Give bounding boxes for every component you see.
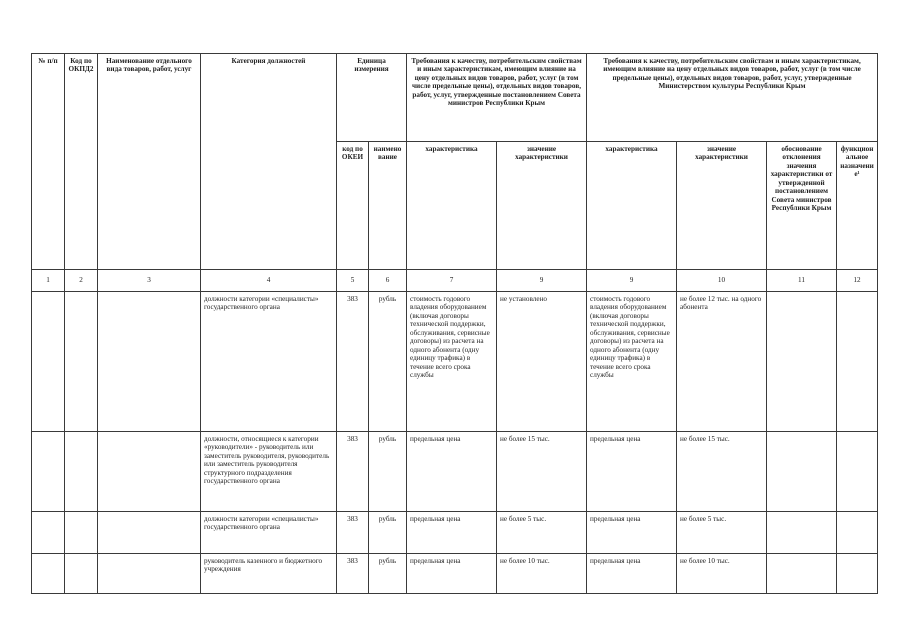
header-council-characteristic: характеристика [407,142,497,270]
header-council-requirements: Требования к качеству, потребительским свойствам и иным характеристикам, имеющим влияние на цену отдельных видов товаров, работ, услуг (в том числе предельные цены), отдельных видов товаров, работ, услуг, утвержденные постановлением Совета министров Республики Крым [407,54,587,142]
header-number: № п/п [32,54,65,270]
justification-cell [767,292,837,432]
column-number: 11 [767,270,837,292]
unit-cell: рубль [369,292,407,432]
functional-cell [837,512,878,554]
number-cell [32,512,65,554]
unit-cell: рубль [369,554,407,594]
council-value-cell: не более 10 тыс. [497,554,587,594]
ministry-value-cell: не более 15 тыс. [677,432,767,512]
column-number: 2 [65,270,98,292]
column-number: 3 [98,270,201,292]
functional-cell [837,432,878,512]
justification-cell [767,554,837,594]
header-ministry-requirements: Требования к качеству, потребительским свойствам и иным характеристикам, имеющим влияние на цену отдельных видов товаров, работ, услуг (в том числе предельные цены), отдельных видов товаров, работ, услуг, утвержденные Министерством культуры Республики Крым [587,54,878,142]
ministry-value-cell: не более 10 тыс. [677,554,767,594]
ministry-characteristic-cell: предельная цена [587,512,677,554]
council-characteristic-cell: стоимость годового владения оборудованием (включая договоры технической поддержки, обслуживания, сервисные договоры) из расчета на одного абонента (одну единицу трафика) в течение всего срока службы [407,292,497,432]
column-number: 10 [677,270,767,292]
ministry-value-cell: не более 12 тыс. на одного абонента [677,292,767,432]
council-value-cell: не установлено [497,292,587,432]
unit-cell: рубль [369,432,407,512]
header-ministry-value: значение характеристики [677,142,767,270]
category-cell: должности категории «специалисты» государственного органа [201,512,337,554]
column-number: 7 [407,270,497,292]
number-cell [32,432,65,512]
ministry-characteristic-cell: предельная цена [587,432,677,512]
council-value-cell: не более 5 тыс. [497,512,587,554]
column-number: 5 [337,270,369,292]
header-functional-purpose: функциональное назначение¹ [837,142,878,270]
category-cell: должности, относящиеся к категории «руководители» - руководитель или заместитель руководителя, руководитель или заместитель руководителя структурного подразделения государственного органа [201,432,337,512]
header-position-category: Категория должностей [201,54,337,270]
header-okei-code: код по ОКЕИ [337,142,369,270]
justification-cell [767,512,837,554]
functional-cell [837,292,878,432]
header-council-value: значение характеристики [497,142,587,270]
column-number: 9 [497,270,587,292]
ministry-characteristic-cell: стоимость годового владения оборудованием (включая договоры технической поддержки, обслуживания, сервисные договоры) из расчета на одного абонента (одну единицу трафика) в течение всего срока службы [587,292,677,432]
column-number: 1 [32,270,65,292]
header-okpd2-code: Код по ОКПД2 [65,54,98,270]
item-name-cell [98,512,201,554]
header-unit-name: наименование [369,142,407,270]
header-unit-group: Единица измерения [337,54,407,142]
okei-cell: 383 [337,432,369,512]
unit-cell: рубль [369,512,407,554]
column-number: 9 [587,270,677,292]
item-name-cell [98,432,201,512]
header-item-name: Наименование отдельного вида товаров, работ, услуг [98,54,201,270]
okei-cell: 383 [337,554,369,594]
number-cell [32,554,65,594]
council-characteristic-cell: предельная цена [407,432,497,512]
table-row [32,512,878,554]
council-characteristic-cell: предельная цена [407,512,497,554]
ministry-value-cell: не более 5 тыс. [677,512,767,554]
requirements-table [31,53,878,594]
column-number: 6 [369,270,407,292]
okei-cell: 383 [337,512,369,554]
category-cell: руководитель казенного и бюджетного учреждения [201,554,337,594]
header-ministry-characteristic: характеристика [587,142,677,270]
okpd2-cell [65,292,98,432]
justification-cell [767,432,837,512]
column-number: 4 [201,270,337,292]
functional-cell [837,554,878,594]
okpd2-cell [65,512,98,554]
number-cell [32,292,65,432]
table-row [32,432,878,512]
item-name-cell [98,554,201,594]
okpd2-cell [65,432,98,512]
table-row [32,292,878,432]
table-row [32,554,878,594]
council-characteristic-cell: предельная цена [407,554,497,594]
category-cell: должности категории «специалисты» государственного органа [201,292,337,432]
item-name-cell [98,292,201,432]
header-justification: обоснование отклонения значения характеристики от утвержденной постановлением Совета министров Республики Крым [767,142,837,270]
ministry-characteristic-cell: предельная цена [587,554,677,594]
okpd2-cell [65,554,98,594]
okei-cell: 383 [337,292,369,432]
council-value-cell: не более 15 тыс. [497,432,587,512]
column-number: 12 [837,270,878,292]
